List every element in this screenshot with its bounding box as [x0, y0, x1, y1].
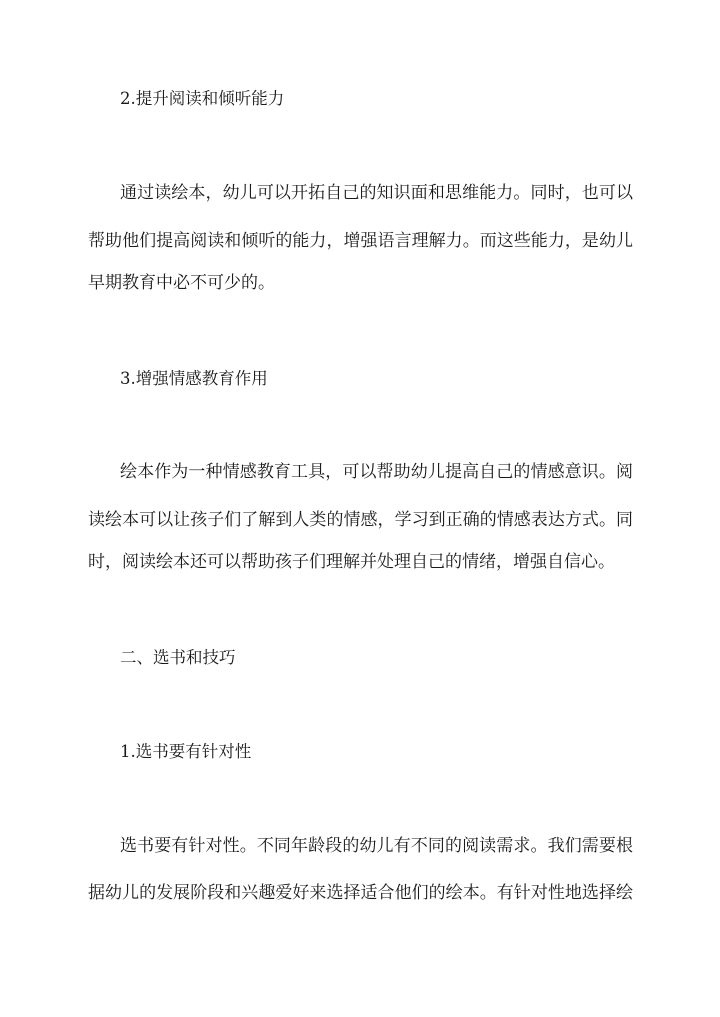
paragraph-line: 早期教育中必不可少的。: [88, 273, 275, 293]
paragraph-line: 读绘本可以让孩子们了解到人类的情感，学习到正确的情感表达方式。同: [88, 510, 633, 530]
paragraph-line: 选书要有针对性。不同年龄段的幼儿有不同的阅读需求。我们需要根: [120, 836, 633, 856]
section-heading-book-selection: 二、选书和技巧: [120, 648, 236, 667]
paragraph-line: 据幼儿的发展阶段和兴趣爱好来选择适合他们的绘本。有针对性地选择绘: [88, 883, 633, 903]
paragraph-line: 时，阅读绘本还可以帮助孩子们理解并处理自己的情绪，增强自信心。: [88, 552, 615, 572]
section-heading-targeted-selection: 1.选书要有针对性: [120, 742, 252, 761]
paragraph-line: 帮助他们提高阅读和倾听的能力，增强语言理解力。而这些能力，是幼儿: [88, 231, 633, 251]
section-heading-reading-listening: 2.提升阅读和倾听能力: [120, 89, 285, 108]
paragraph-line: 绘本作为一种情感教育工具，可以帮助幼儿提高自己的情感意识。阅: [120, 462, 633, 482]
paragraph-line: 通过读绘本，幼儿可以开拓自己的知识面和思维能力。同时，也可以: [120, 183, 633, 203]
section-heading-emotional-education: 3.增强情感教育作用: [120, 369, 268, 388]
